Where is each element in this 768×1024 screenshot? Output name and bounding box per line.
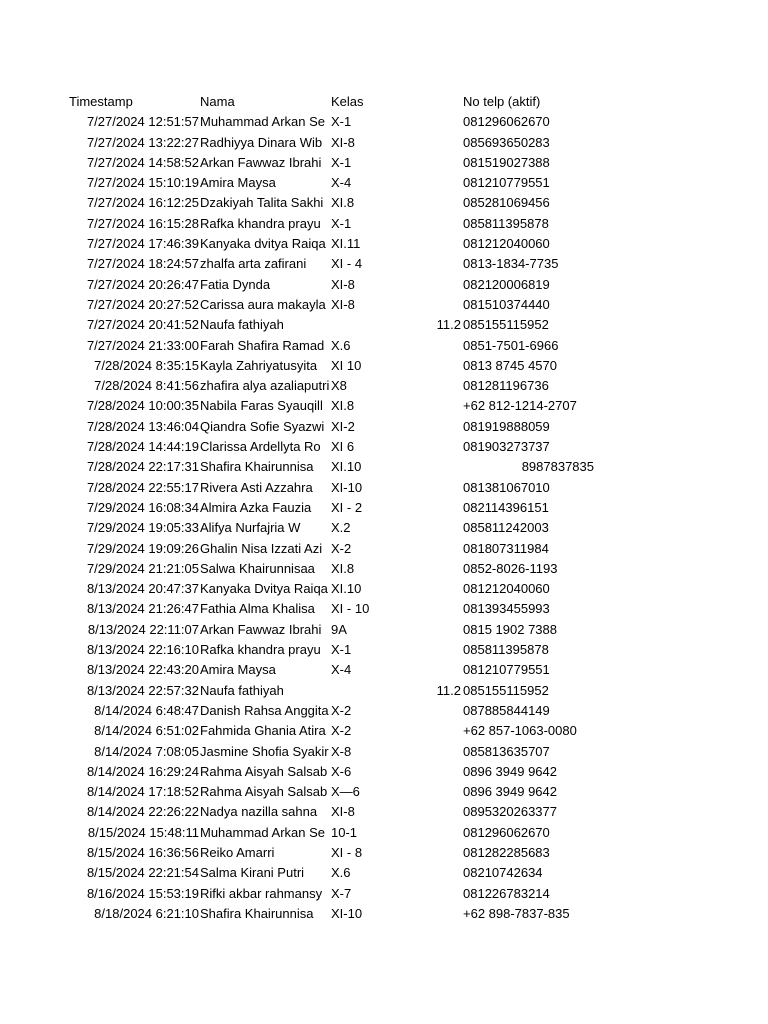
cell-telp: 082114396151 [463,499,549,515]
header-row [68,92,708,112]
cell-telp: 085811395878 [463,642,549,658]
cell-nama: Jasmine Shofia Syakir [200,743,329,759]
cell-timestamp: 7/29/2024 16:08:34 [86,499,199,515]
cell-timestamp: 8/14/2024 7:08:05 [94,743,199,759]
cell-nama: Nadya nazilla sahna [200,804,318,820]
cell-timestamp: 7/28/2024 8:41:56 [94,378,199,394]
cell-nama: Naufa fathiyah [200,682,284,698]
cell-kelas: XI-10 [331,479,363,495]
cell-nama: Shafira Khairunnisa [200,459,314,475]
cell-timestamp: 8/14/2024 6:48:47 [94,702,199,718]
cell-timestamp: 8/13/2024 21:26:47 [86,601,199,617]
cell-timestamp: 7/27/2024 15:10:19 [86,175,199,191]
table-row [68,437,708,457]
cell-nama: Kanyaka Dvitya Raiqa [200,581,328,597]
cell-kelas: X-7 [331,885,352,901]
cell-timestamp: 8/15/2024 16:36:56 [86,844,199,860]
cell-nama: Nabila Faras Syauqill [200,398,323,414]
cell-timestamp: 8/13/2024 22:16:10 [86,642,199,658]
cell-nama: Farah Shafira Ramad [200,337,325,353]
table-row [68,701,708,721]
cell-nama: Salma Kirani Putri [200,865,305,881]
cell-telp: 08210742634 [463,865,543,881]
cell-nama: Rafka khandra prayu [200,215,321,231]
cell-timestamp: 7/27/2024 16:12:25 [86,195,199,211]
cell-telp: 081919888059 [463,418,550,434]
cell-telp: 087885844149 [463,702,550,718]
cell-timestamp: 7/27/2024 12:51:57 [86,114,199,130]
cell-telp: 0896 3949 9642 [463,763,557,779]
cell-kelas: X.6 [331,865,351,881]
cell-telp: 081212040060 [463,581,550,597]
cell-kelas: XI-10 [331,905,363,921]
table-row [68,782,708,802]
table-row [68,620,708,640]
cell-telp: 0895320263377 [463,804,557,820]
cell-timestamp: 8/13/2024 22:11:07 [87,621,199,637]
header-nama: Nama [200,94,235,109]
cell-nama: Kanyaka dvitya Raiqa [200,236,326,252]
cell-telp: 081807311984 [463,540,549,556]
cell-kelas: XI - 4 [331,256,363,272]
table-row [68,559,708,579]
cell-timestamp: 7/27/2024 13:22:27 [86,134,199,150]
cell-kelas: X.2 [331,520,351,536]
cell-kelas: XI-8 [331,296,355,312]
cell-kelas: XI - 2 [331,499,363,515]
cell-telp: 081903273737 [463,439,550,455]
cell-kelas: X.6 [331,337,351,353]
cell-nama: Rahma Aisyah Salsab [200,763,328,779]
cell-nama: zhafira alya azaliaputri [200,378,330,394]
cell-telp: 082120006819 [463,276,550,292]
cell-kelas: X-6 [331,763,352,779]
cell-kelas: X-4 [331,662,352,678]
cell-telp: 081296062670 [463,824,550,840]
cell-nama: Almira Azka Fauzia [200,499,312,515]
cell-timestamp: 7/29/2024 21:21:05 [86,560,199,576]
cell-timestamp: 7/28/2024 13:46:04 [86,418,199,434]
table-row [68,112,708,132]
cell-nama: Danish Rahsa Anggita [200,702,329,718]
cell-nama: Kayla Zahriyatusyita [200,357,318,373]
cell-timestamp: 7/28/2024 22:17:31 [86,459,199,475]
cell-telp: +62 898-7837-835 [463,905,570,921]
cell-telp: 081510374440 [463,296,550,312]
cell-telp: 085155115952 [463,682,549,698]
cell-telp: +62 857-1063-0080 [463,723,577,739]
cell-telp: 085693650283 [463,134,550,150]
cell-timestamp: 8/13/2024 22:57:32 [86,682,199,698]
table-row [68,153,708,173]
cell-telp: 081282285683 [463,844,550,860]
cell-telp: 0813 8745 4570 [463,357,557,373]
table-row [68,884,708,904]
cell-telp: 081226783214 [463,885,550,901]
cell-nama: Radhiyya Dinara Wib [200,134,323,150]
table-row [68,396,708,416]
cell-kelas: XI.10 [331,581,362,597]
cell-telp: 0896 3949 9642 [463,784,557,800]
table-row [68,193,708,213]
cell-timestamp: 8/15/2024 15:48:11 [87,824,199,840]
table-row [68,802,708,822]
cell-nama: Reiko Amarri [200,844,275,860]
table-row [68,376,708,396]
table-row [68,660,708,680]
cell-telp: 085811395878 [463,215,549,231]
cell-nama: Shafira Khairunnisa [200,905,314,921]
table-row [68,823,708,843]
cell-timestamp: 7/28/2024 8:35:15 [94,357,199,373]
header-timestamp: Timestamp [69,94,133,109]
table-row [68,234,708,254]
table-row [68,904,708,924]
cell-kelas: XI.10 [331,459,362,475]
cell-nama: Rahma Aisyah Salsab [200,784,328,800]
cell-telp: 085281069456 [463,195,550,211]
cell-kelas: XI-8 [331,804,355,820]
cell-kelas: XI-8 [331,134,355,150]
cell-telp: 081210779551 [463,662,550,678]
cell-nama: zhalfa arta zafirani [200,256,307,272]
cell-kelas: X-4 [331,175,352,191]
cell-kelas: X-2 [331,723,352,739]
cell-nama: Salwa Khairunnisaa [200,560,315,576]
cell-telp: 085155115952 [463,317,549,333]
cell-timestamp: 8/18/2024 6:21:10 [94,905,199,921]
table-row [68,599,708,619]
cell-kelas: XI-8 [331,276,355,292]
cell-kelas: XI.8 [331,560,355,576]
table-row [68,295,708,315]
table-row [68,336,708,356]
cell-nama: Fathia Alma Khalisa [200,601,315,617]
cell-kelas: X-1 [331,114,352,130]
cell-kelas: 11.2 [436,317,461,333]
table-row [68,518,708,538]
cell-nama: Rifki akbar rahmansy [200,885,323,901]
cell-kelas: X-2 [331,702,352,718]
cell-timestamp: 8/15/2024 22:21:54 [86,865,199,881]
table-body [68,112,708,924]
cell-nama: Rivera Asti Azzahra [200,479,313,495]
cell-kelas: X8 [331,378,347,394]
table-row [68,133,708,153]
cell-kelas: X-1 [331,642,352,658]
cell-nama: Dzakiyah Talita Sakhi [200,195,324,211]
cell-kelas: XI 10 [331,357,362,373]
cell-timestamp: 7/28/2024 14:44:19 [86,439,199,455]
cell-timestamp: 7/28/2024 22:55:17 [86,479,199,495]
cell-kelas: XI-2 [331,418,355,434]
table-row [68,315,708,335]
cell-kelas: X—6 [331,784,360,800]
cell-telp: 085811242003 [463,520,549,536]
table-row [68,539,708,559]
cell-timestamp: 7/29/2024 19:09:26 [86,540,199,556]
cell-telp: 0851-7501-6966 [463,337,559,353]
cell-nama: Amira Maysa [200,662,276,678]
cell-nama: Qiandra Sofie Syazwi [200,418,325,434]
cell-kelas: XI - 8 [331,844,363,860]
cell-timestamp: 7/27/2024 21:33:00 [86,337,199,353]
cell-timestamp: 7/27/2024 20:27:52 [86,296,199,312]
header-kelas: Kelas [331,94,364,109]
cell-telp: 081393455993 [463,601,550,617]
cell-telp: 8987837835 [521,459,594,475]
cell-nama: Rafka khandra prayu [200,642,321,658]
cell-telp: 085813635707 [463,743,550,759]
cell-timestamp: 8/13/2024 22:43:20 [86,662,199,678]
cell-nama: Ghalin Nisa Izzati Azi [200,540,323,556]
cell-nama: Muhammad Arkan Se [200,114,326,130]
cell-telp: 0815 1902 7388 [463,621,557,637]
cell-telp: 081281196736 [463,378,549,394]
cell-nama: Naufa fathiyah [200,317,284,333]
cell-telp: +62 812-1214-2707 [463,398,577,414]
table-row [68,417,708,437]
cell-timestamp: 7/27/2024 17:46:39 [86,236,199,252]
cell-telp: 081296062670 [463,114,550,130]
header-telp: No telp (aktif) [463,94,541,109]
table-row [68,478,708,498]
table-row [68,863,708,883]
cell-kelas: XI.11 [331,236,361,252]
table-row [68,640,708,660]
cell-telp: 081381067010 [463,479,550,495]
cell-kelas: XI 6 [331,439,355,455]
table-row [68,762,708,782]
spreadsheet [68,92,708,924]
table-row [68,457,708,477]
cell-telp: 081210779551 [463,175,550,191]
cell-telp: 081212040060 [463,236,550,252]
table-row [68,721,708,741]
cell-timestamp: 7/27/2024 20:41:52 [86,317,199,333]
cell-timestamp: 8/14/2024 16:29:24 [86,763,199,779]
cell-kelas: XI - 10 [331,601,370,617]
cell-kelas: XI.8 [331,195,355,211]
cell-timestamp: 8/14/2024 17:18:52 [86,784,199,800]
cell-kelas: X-8 [331,743,352,759]
table-row [68,742,708,762]
cell-nama: Clarissa Ardellyta Ro [200,439,321,455]
cell-kelas: 11.2 [436,682,461,698]
cell-nama: Arkan Fawwaz Ibrahi [200,154,322,170]
cell-timestamp: 8/16/2024 15:53:19 [86,885,199,901]
cell-timestamp: 8/14/2024 6:51:02 [94,723,199,739]
table-row [68,173,708,193]
cell-nama: Carissa aura makayla [200,296,326,312]
cell-timestamp: 8/13/2024 20:47:37 [86,581,199,597]
cell-nama: Alifya Nurfajria W [200,520,301,536]
table-row [68,843,708,863]
table-row [68,254,708,274]
cell-kelas: XI.8 [331,398,355,414]
cell-telp: 0852-8026-1193 [463,560,558,576]
table-row [68,214,708,234]
table-row [68,356,708,376]
cell-nama: Arkan Fawwaz Ibrahi [200,621,322,637]
table-row [68,681,708,701]
cell-timestamp: 7/27/2024 16:15:28 [86,215,199,231]
cell-nama: Muhammad Arkan Se [200,824,326,840]
cell-kelas: 9A [331,621,347,637]
cell-telp: 081519027388 [463,154,550,170]
cell-kelas: 10-1 [331,824,358,840]
cell-timestamp: 7/27/2024 14:58:52 [86,154,199,170]
cell-timestamp: 7/28/2024 10:00:35 [86,398,199,414]
table-row [68,579,708,599]
cell-kelas: X-1 [331,154,352,170]
cell-timestamp: 7/27/2024 18:24:57 [86,256,199,272]
cell-timestamp: 7/29/2024 19:05:33 [86,520,199,536]
cell-timestamp: 7/27/2024 20:26:47 [86,276,199,292]
cell-nama: Fatia Dynda [200,276,271,292]
cell-kelas: X-1 [331,215,352,231]
cell-nama: Fahmida Ghania Atira [200,723,326,739]
cell-kelas: X-2 [331,540,352,556]
cell-timestamp: 8/14/2024 22:26:22 [86,804,199,820]
table-row [68,498,708,518]
cell-nama: Amira Maysa [200,175,276,191]
cell-telp: 0813-1834-7735 [463,256,559,272]
table-row [68,275,708,295]
